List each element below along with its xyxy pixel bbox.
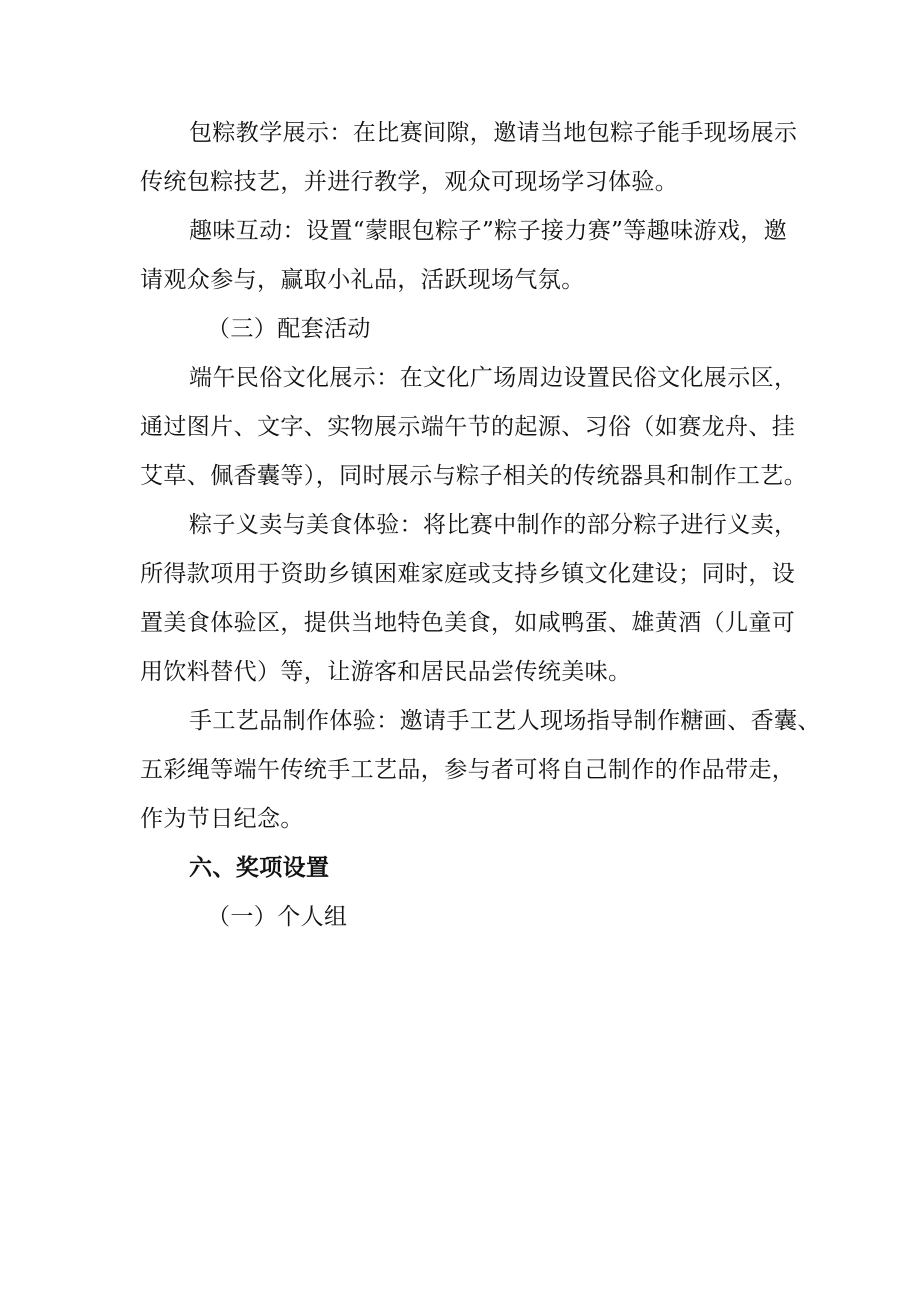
paragraph-line: 粽子义卖与美食体验：将比赛中制作的部分粽子进行义卖， [189,512,798,538]
paragraph-line: 传统包粽技艺，并进行教学，观众可现场学习体验。 [140,169,679,195]
paragraph-line: 五彩绳等端午传统手工艺品，参与者可将自己制作的作品带走， [140,757,796,783]
paragraph-line: 艾草、佩香囊等），同时展示与粽子相关的传统器具和制作工艺。 [140,463,808,489]
paragraph-line: 趣味互动：设置“蒙眼包粽子”粽子接力赛”等趣味游戏，邀 [189,218,788,244]
paragraph-line: 端午民俗文化展示：在文化广场周边设置民俗文化展示区， [189,365,798,391]
section-heading: 六、奖项设置 [189,855,330,881]
paragraph-line: 包粽教学展示：在比赛间隙，邀请当地包粽子能手现场展示 [189,120,798,146]
paragraph-line: 所得款项用于资助乡镇困难家庭或支持乡镇文化建设；同时，设 [140,561,796,587]
paragraph-line: 请观众参与，赢取小礼品，活跃现场气氛。 [140,267,585,293]
subsection-heading: （一）个人组 [207,904,348,930]
paragraph-line: 置美食体验区，提供当地特色美食，如咸鸭蛋、雄黄酒（儿童可 [140,610,796,636]
paragraph-line: 用饮料替代）等，让游客和居民品尝传统美味。 [140,659,632,685]
paragraph-line: 手工艺品制作体验：邀请手工艺人现场指导制作糖画、香囊、 [189,708,821,734]
paragraph-line: 作为节日纪念。 [140,806,304,832]
paragraph-line: 通过图片、文字、实物展示端午节的起源、习俗（如赛龙舟、挂 [140,414,796,440]
subsection-heading: （三）配套活动 [207,316,371,342]
